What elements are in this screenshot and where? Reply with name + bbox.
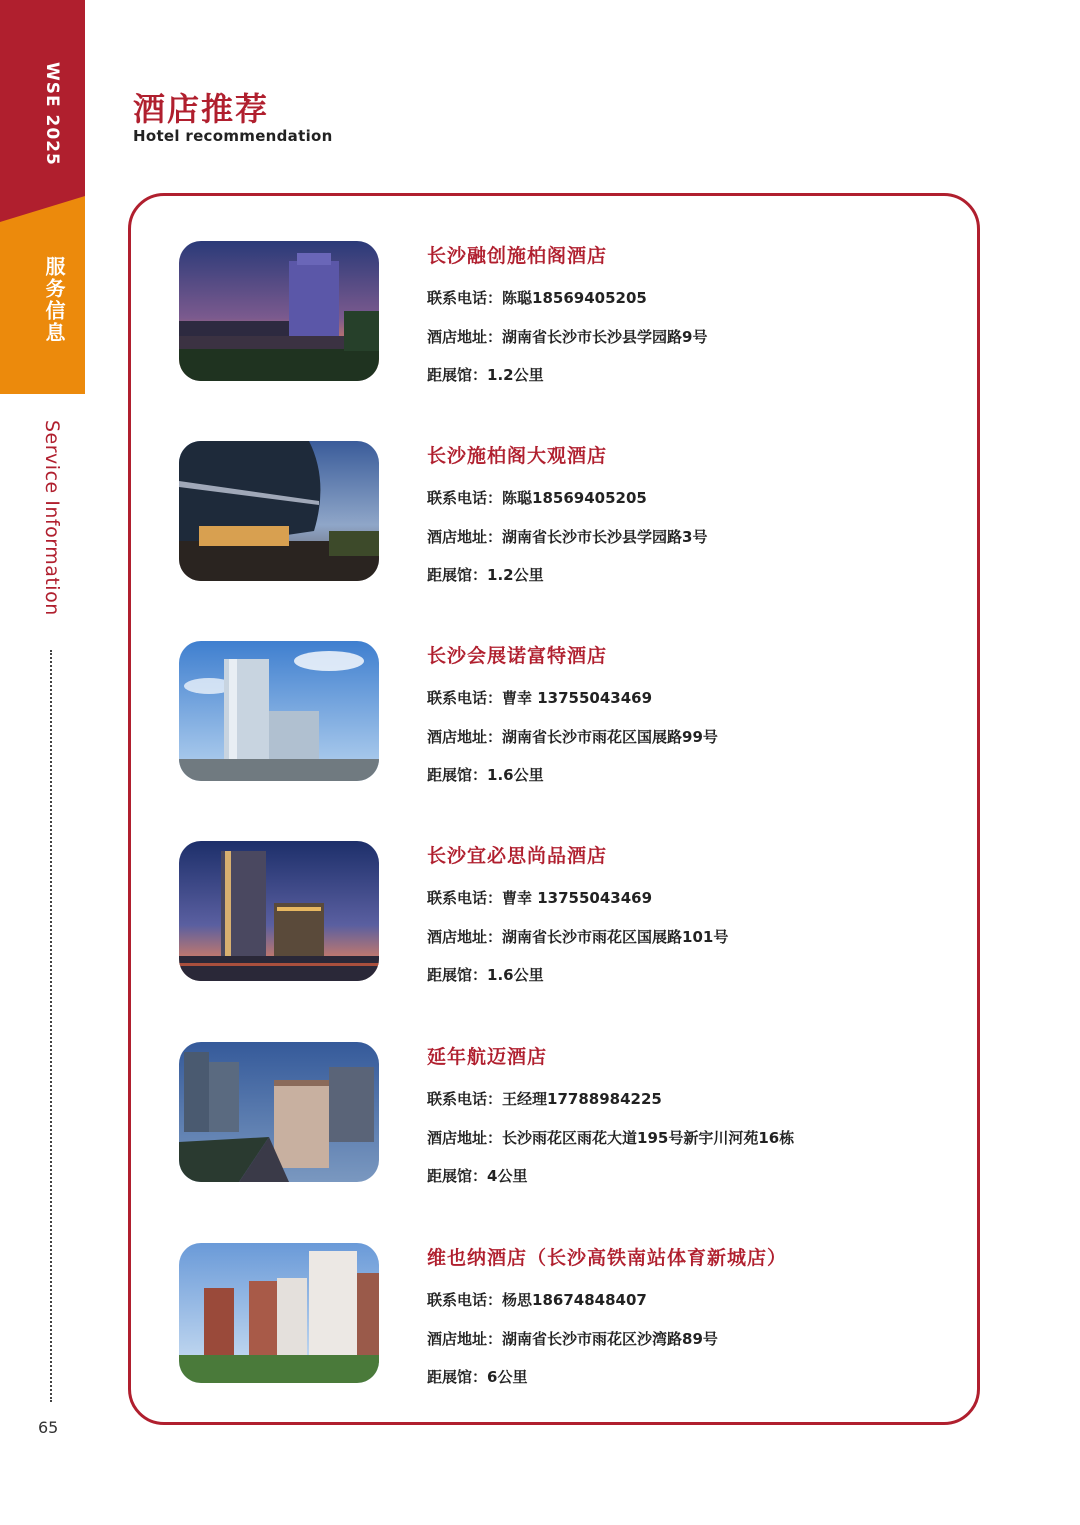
- distance-value: 1.2公里: [487, 366, 544, 384]
- phone-label: 联系电话：: [427, 1090, 503, 1108]
- phone-label: 联系电话：: [427, 889, 503, 907]
- phone-label: 联系电话：: [427, 289, 503, 307]
- distance-value: 1.6公里: [487, 966, 544, 984]
- city-street-night-photo: [179, 1042, 379, 1182]
- phone-label: 联系电话：: [427, 1291, 503, 1309]
- address-label: 酒店地址：: [427, 328, 503, 346]
- address-label: 酒店地址：: [427, 1129, 503, 1147]
- hotel-phone: [427, 1289, 647, 1310]
- night-tower-photo: [179, 241, 379, 381]
- hotel-phone: [427, 687, 652, 708]
- distance-label: 距展馆：: [427, 1167, 488, 1185]
- hotel-item: [179, 1243, 969, 1385]
- curved-facade-photo: [179, 441, 379, 581]
- hotel-address: [427, 526, 707, 547]
- hotel-distance: [427, 964, 544, 985]
- distance-label: 距展馆：: [427, 1368, 488, 1386]
- phone-value: 陈聪18569405205: [502, 489, 647, 507]
- hotel-distance: [427, 1165, 527, 1186]
- address-label: 酒店地址：: [427, 728, 503, 746]
- hotel-item: [179, 241, 969, 383]
- glass-towers-day-photo: [179, 641, 379, 781]
- distance-label: 距展馆：: [427, 566, 488, 584]
- address-label: 酒店地址：: [427, 1330, 503, 1348]
- address-value: 湖南省长沙市雨花区国展路101号: [502, 928, 729, 946]
- hotel-name: 维也纳酒店（长沙高铁南站体育新城店）: [427, 1247, 788, 1269]
- hotel-phone: [427, 887, 652, 908]
- page-subtitle: Hotel recommendation: [133, 127, 333, 145]
- phone-value: 陈聪18569405205: [502, 289, 647, 307]
- sidebar-section-cn: 服务信息: [42, 256, 66, 344]
- hotel-item: [179, 641, 969, 783]
- page-number: 65: [38, 1418, 59, 1437]
- hotel-address: [427, 1127, 794, 1148]
- hotel-item: [179, 441, 969, 583]
- sidebar-brand: WSE 2025: [42, 62, 62, 166]
- hotel-distance: [427, 364, 544, 385]
- hotel-distance: [427, 1366, 527, 1387]
- brick-buildings-photo: [179, 1243, 379, 1383]
- address-value: 湖南省长沙市长沙县学园路9号: [502, 328, 708, 346]
- address-value: 湖南省长沙市雨花区国展路99号: [502, 728, 718, 746]
- hotel-item: [179, 1042, 969, 1184]
- glass-towers-dusk-photo: [179, 841, 379, 981]
- hotel-address: [427, 726, 718, 747]
- phone-value: 杨思18674848407: [502, 1291, 647, 1309]
- hotel-name: 长沙宜必思尚品酒店: [427, 845, 608, 867]
- hotel-address: [427, 1328, 718, 1349]
- hotel-list-card: [128, 193, 980, 1425]
- distance-value: 6公里: [487, 1368, 528, 1386]
- sidebar-section-en: Service Information: [41, 420, 63, 616]
- hotel-phone: [427, 487, 647, 508]
- hotel-item: [179, 841, 969, 983]
- distance-label: 距展馆：: [427, 966, 488, 984]
- address-value: 湖南省长沙市雨花区沙湾路89号: [502, 1330, 718, 1348]
- address-label: 酒店地址：: [427, 928, 503, 946]
- hotel-distance: [427, 764, 544, 785]
- distance-label: 距展馆：: [427, 366, 488, 384]
- address-value: 湖南省长沙市长沙县学园路3号: [502, 528, 708, 546]
- address-value: 长沙雨花区雨花大道195号新宇川河苑16栋: [502, 1129, 795, 1147]
- hotel-name: 长沙会展诺富特酒店: [427, 645, 608, 667]
- hotel-address: [427, 926, 728, 947]
- phone-value: 王经理17788984225: [502, 1090, 662, 1108]
- phone-value: 曹幸 13755043469: [502, 689, 653, 707]
- address-label: 酒店地址：: [427, 528, 503, 546]
- phone-value: 曹幸 13755043469: [502, 889, 653, 907]
- hotel-name: 延年航迈酒店: [427, 1046, 548, 1068]
- hotel-phone: [427, 287, 647, 308]
- phone-label: 联系电话：: [427, 689, 503, 707]
- hotel-name: 长沙融创施柏阁酒店: [427, 245, 608, 267]
- hotel-phone: [427, 1088, 662, 1109]
- hotel-address: [427, 326, 707, 347]
- hotel-distance: [427, 564, 544, 585]
- distance-value: 1.2公里: [487, 566, 544, 584]
- distance-label: 距展馆：: [427, 766, 488, 784]
- sidebar-dotted-divider: [50, 650, 52, 1402]
- phone-label: 联系电话：: [427, 489, 503, 507]
- hotel-name: 长沙施柏阁大观酒店: [427, 445, 608, 467]
- distance-value: 4公里: [487, 1167, 528, 1185]
- page-title: 酒店推荐: [133, 90, 270, 128]
- distance-value: 1.6公里: [487, 766, 544, 784]
